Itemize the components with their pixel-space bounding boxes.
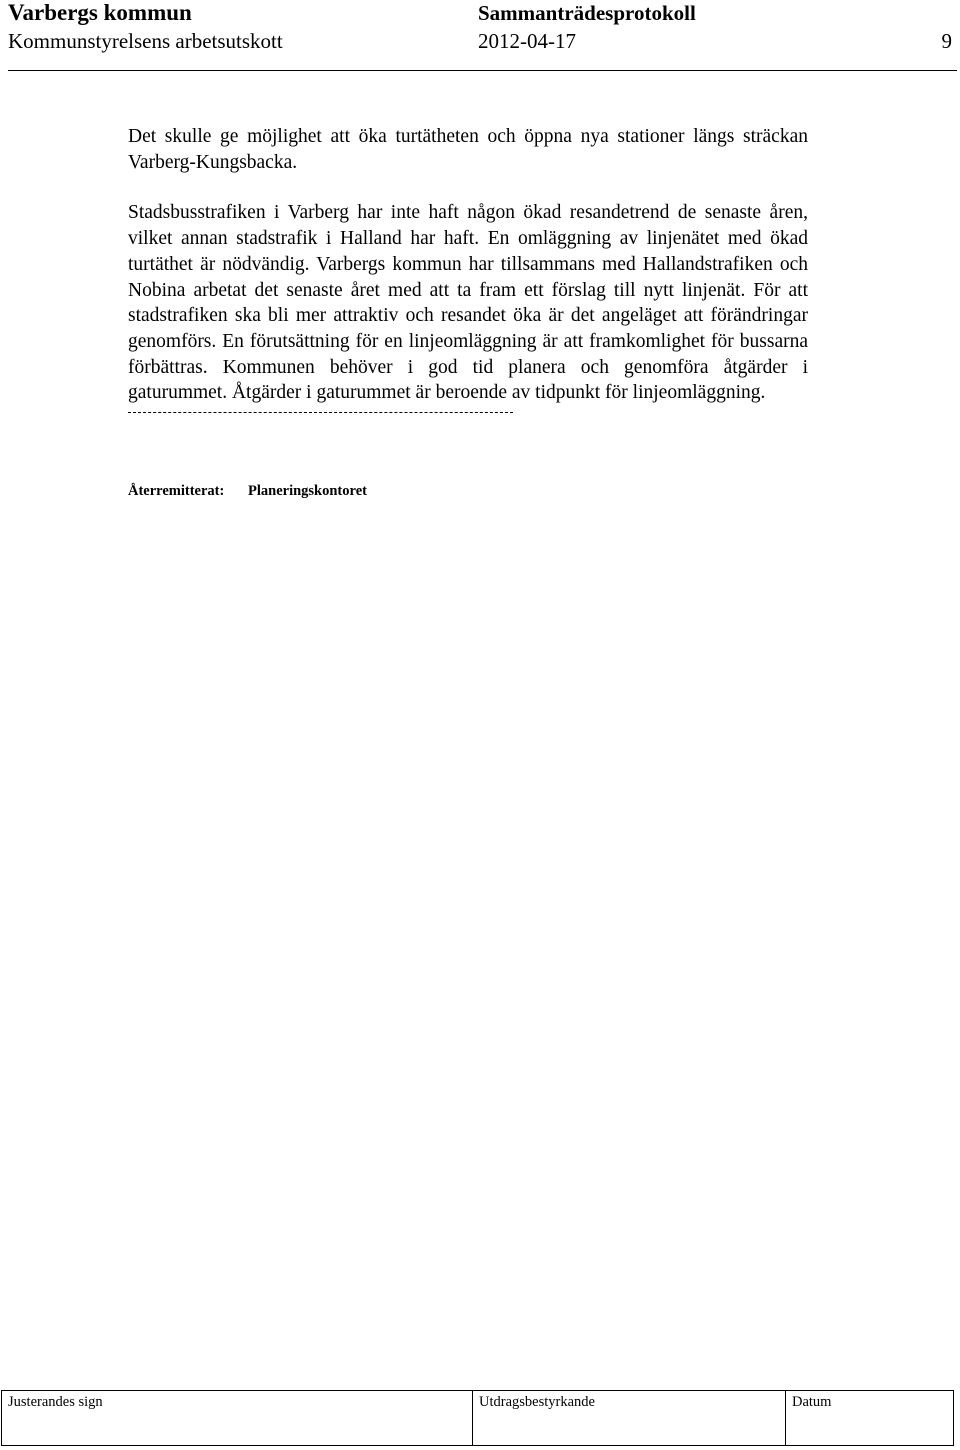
footer-sign-cell: Justerandes sign — [8, 1394, 103, 1410]
section-end-dashed-rule — [128, 412, 513, 413]
page-header — [0, 0, 960, 72]
footer-date-cell: Datum — [785, 1391, 953, 1445]
remit-recipient: Planeringskontoret — [248, 483, 367, 499]
signature-footer — [1, 1390, 954, 1446]
organization-name: Varbergs kommun — [8, 0, 192, 25]
document-body — [128, 124, 808, 413]
body-paragraph: Det skulle ge möjlighet att öka turtätheten och öppna nya stationer längs sträckan Varberg-Kungsbacka. — [128, 126, 808, 173]
remit-line — [128, 482, 367, 500]
remit-label: Återremitterat: — [128, 483, 225, 499]
body-paragraph: Stadsbusstrafiken i Varberg har inte haft någon ökad resandetrend de senaste åren, vilket annan stadstrafik i Halland har haft. En omläggning av linjenätet med ökad turtäthet är nödvändig. Varbergs kommun har tillsammans med Hallandstrafiken och Nobina arbetat det senaste året med att ta fram ett förslag till nytt linjenät. För att stadstrafiken ska bli mer attraktiv och resandet öka är det angeläget att förändringar genomförs. En förutsättning för en linjeomläggning är att framkomlighet för bussarna förbättras. Kommunen behöver i god tid planera och genomföra åtgärder i gaturummet. Åtgärder i gaturummet är beroende av tidpunkt för linjeomläggning. — [128, 202, 808, 404]
meeting-date: 2012-04-17 — [478, 29, 576, 53]
committee-name: Kommunstyrelsens arbetsutskott — [8, 29, 283, 53]
footer-extract-cell: Utdragsbestyrkande — [472, 1391, 785, 1445]
page-number: 9 — [941, 29, 952, 53]
document-type: Sammanträdesprotokoll — [478, 1, 696, 25]
header-divider — [8, 70, 957, 71]
